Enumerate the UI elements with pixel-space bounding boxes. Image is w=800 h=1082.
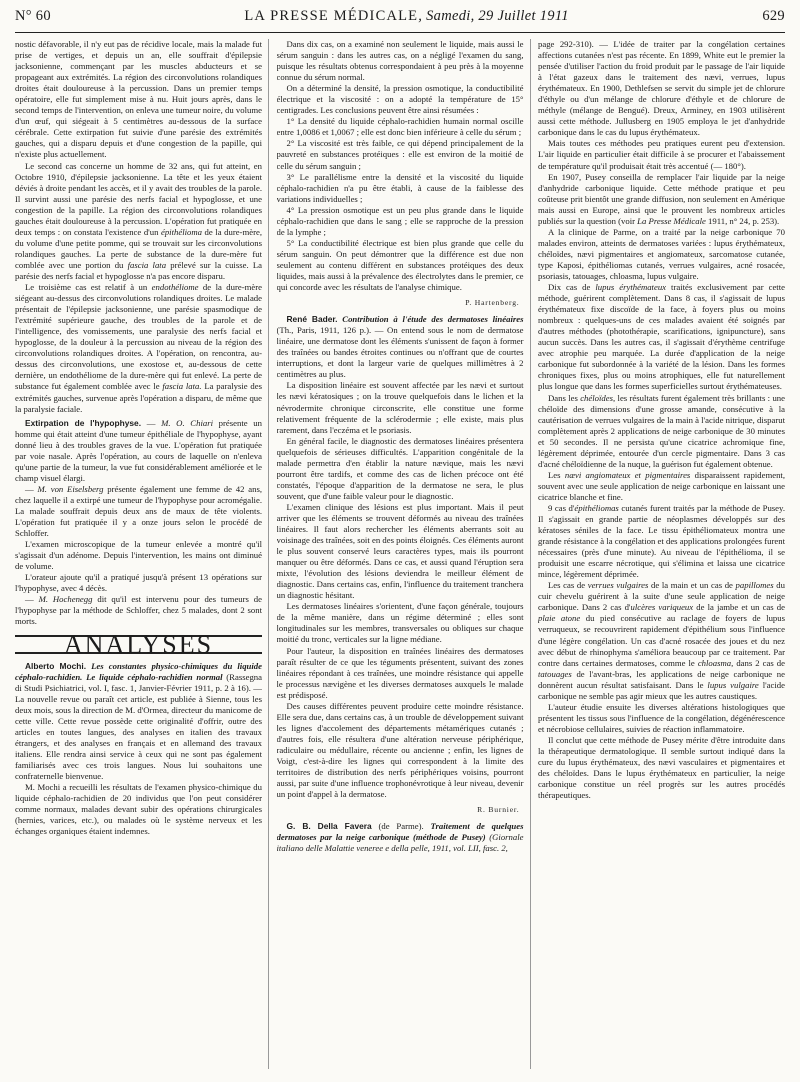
article-title: Traitement de quelques dermatoses par la neige carbonique (méthode de Pusey) [276,821,524,843]
paragraph: — M. Hochenegg dit qu'il est intervenu pour des tumeurs de l'hypophyse par la méthode de Schloffer, chez 5 malades, dont 2 sont morts. [15,594,263,627]
paragraph: page 292-310). — L'idée de traiter par la congélation certaines affections cutanées n'est pas récente. En 1899, White eut le premier la pensée d'utiliser l'action du froid produit par le passage de l'air liquide à l'état gazeux dans le traitement des nævi, verrues, lupus érythémateux. En 1900, Dethlefsen se servit du simple jet de chlorure d'éthyle ou d'un mélange de chlorure d'éthyle et de chlorure de méthyle (mélange de Bengué). Dreux, Arminey, en 1903 utilisèrent aussi cette méthode. Jullusberg en 1905 employa le jet d'anhydride carbonique dans le cas du lupus érythémateux. [538,39,785,138]
author-name: G. B. Della Favera [286,821,372,832]
speaker-chiari: M. O. Chiari [161,417,213,428]
paragraph: A la clinique de Parme, on a traité par la neige carbonique 70 malades environ, atteints de dermatoses variées : lupus érythémateux, chéloïdes, nævi pigmentaires et angiomateux, sarcomatose cutanée, type Kaposi, épithéliomas cutanés, verrues vulgaires, acné rosacée, psoriasis, tatouages, chloasma, lupus vulgaire. [538,226,785,281]
analysis-mochi: Alberto Mochi. Les constantes physico-chimiques du liquide céphalo-rachidien. Le liquide céphalo-rachidien normal (Rassegna di Studi Psichiatrici, vol. I, fasc. 1, Janvier-Février 1911, p. 2 à 16). — La nouvelle revue ou paraît cet article, est publiée à Sienne, tous les deux mois, sous la direction de M. d'Ormea, directeur du manicome de cette ville. Cette revue possède cette originalité d'offrir, outre des articles en toutes langues, des analyses en italien des travaux étrangers, et des analyses en français et en allemand des travaux italiens. Elle rendra ainsi service à ceux qui ne sont pas également familiarisés avec ces trois langues. Nous lui souhaitons une confraternelle bienvenue. [15,660,262,781]
column-2 [277,39,531,1069]
paragraph: — M. von Eiselsberg présente également une femme de 42 ans, chez laquelle il a extirpé une tumeur de l'hypophyse pour acromégalie. La malade souffrait depuis deux ans de maux de tête violents. L'opération fut pratiquée il y a onze jours selon le procédé de Schloffer. [15,483,262,539]
paragraph: 9 cas d'épithéliomas cutanés furent traités par la méthode de Pusey. Il s'agissait en grande partie de néoplasmes développés sur des kératoses séniles de la face. Le tissu épithéliomateux montra une grande résistance à la congélation et des applications prolongées furent nécessaires (près d'une minute). Au niveau de l'épithélioma, il se produisit une escarre nécrotique, qui s'élimina et laissa une cicatrice mince, légèrement déprimée. [538,502,785,580]
issue-number: N° 60 [15,8,51,24]
paragraph: L'examen clinique des lésions est plus important. Mais il peut arriver que les éléments se trouvent déformés au niveau des traînées linéaires. Il faut alors rechercher les éléments aberrants soit au voisinage des traînées, soit en des points éloignés. Ces éléments auront le plus souvent conservé leurs caractères types, mais ils pourront manquer ou être déformés. Dans ce cas, et aussi quand l'éruption sera mixte, l'évolution des lésions deviendra le meilleur élément de diagnostic. Dans certains cas, enfin, l'influence du traitement tranchera un diagnostic hésitant. [276,501,524,601]
paragraph: Le second cas concerne un homme de 32 ans, qui fut atteint, en Octobre 1910, d'épilepsie jacksonienne. La tête et les yeux étaient déviés à droite pendant les accès, et il y avait des troubles de la parole. Il survint aussi une parésie des nerfs facial et hypoglosse, et une congestion de la papille. La région des circonvolutions rolandiques gauches était douloureuse à la percussion. L'opération fut pratiquée en deux temps : on constata l'existence d'un épithélioma de la dure-mère, du volume d'une petite pomme, qui se trouvait sur les circonvolutions rolandiques gauches. La perte de substance de la dure-mère fut comblée avec une portion du fascia lata prélevé sur la cuisse. La parésie des nerfs facial et hypoglosse n'a pas encore disparu. [15,160,262,281]
section-title: Extirpation de l'hypophyse. [25,417,142,428]
page-number: 629 [762,8,785,24]
paragraph: L'examen microscopique de la tumeur enlevée a montré qu'il s'agissait d'un adénome. Depuis l'intervention, les mains ont diminué de volume. [15,539,262,572]
section-hypophyse: Extirpation de l'hypophyse. — M. O. Chiari présente un homme qui était atteint d'une tumeur épithéliale de l'hypophyse, ayant donné lieu à des troubles graves de la vue. L'opération fut pratiquée par voie nasale. Après l'opération, au cours de laquelle on n'enleva qu'une partie de la tumeur, la vue fut considérablement améliorée et le champ visuel élargi. [15,417,262,483]
paragraph: Dans les chéloïdes, les résultats furent également très brillants : une chéloïde des dimensions d'une grosse amande, consécutive à la cautérisation de verrues vulgaires de la main à l'acide nitrique, disparut complètement après 2 applications de neige carbonique de 30 minutes et 50 secondes. Il ne persista qu'une cicatrice achromique fine, légèrement déprimée, entourée d'un cercle pigmentaire. Dans 3 cas d'acné chéloïdienne de la nuque, la guérison fut également obtenue. [538,392,785,469]
paragraph: M. Mochi a recueilli les résultats de l'examen physico-chimique du liquide céphalo-rachidien de 20 individus que l'on peut considérer comme normaux, malades devant subir des opérations chirurgicales (hernies, varices, etc.), ou malades où le système nerveux et les échanges organiques étaient indemnes. [15,782,262,837]
analysis-della-favera: G. B. Della Favera (de Parme). Traitement de quelques dermatoses par la neige carbonique (méthode de Pusey) (Giornale italiano delle Malattie veneree e della pelle, 1911, vol. LII, fasc. 2, [276,821,524,854]
paragraph: Dix cas de lupus érythémateux traités exclusivement par cette méthode, guérirent complètement. Dans 8 cas, il s'agissait de lupus érythémateux fixe discoïde de la face, à foyers plus ou moins nombreux : quelques-uns de ces malades avaient été soignés par d'autres méthodes (photothérapie, scarifications, ignipuncture), sans aucun succès. Dans les autres cas, il s'agissait d'érythème centrifuge avec atrophie peu marquée. La durée d'application de la neige carbonique fut subordonnée à la variété de la lésion. Dans les formes chroniques fixes, plus ou moins atrophiques, elle fut naturellement plus longue que dans les formes superficielles surtout érythémateuses. [538,282,785,392]
column-1 [15,39,269,1069]
article-title: Contribution à l'étude des dermatoses linéaires [337,314,524,325]
paragraph: En 1907, Pusey conseilla de remplacer l'air liquide par la neige d'anhydride carbonique liquide. Cette méthode pratique et peu coûteuse prit bientôt une grande diffusion, non seulement en Amérique mais aussi en Europe, ainsi que le prouvent les nombreux articles publiés sur la question (voir La Presse Médicale 1911, n° 24, p. 253). [538,171,785,226]
page-header [15,8,785,33]
journal-title-line [244,8,568,25]
paragraph: nostic défavorable, il n'y eut pas de récidive locale, mais la malade fut prise de vertiges, et depuis un an, elle souffrait d'épilepsie jacksonienne, commençant par les muscles abducteurs et se propageant aux extrémités. La région des circonvolutions rolandiques droites était douloureuse à la percussion. Dans un premier temps opératoire, elle fut simplement mise à nu. Huit jours après, dans le second temps de l'intervention, on enleva une tumeur noire, du volume d'un œuf, qui siégeait à 5 centimètres au-dessous de la surface cérébrale. Cette extirpation fut suivie d'une parésie des extrémités gauches, qui a disparu depuis et d'une congestion de la papille, qui n'existe plus actuellement. [15,39,262,160]
analyses-heading: ANALYSES [15,635,262,653]
paragraph: Des causes différentes peuvent produire cette moindre résistance. Elle sera due, dans certains cas, à un trouble de développement suivant les lignes d'accolement des départements métamériques cutanés ; d'autres fois, elle résultera d'une altération nerveuse périphérique, radiculaire ou médullaire, récente ou ancienne ; enfin, les lignes de Voigt, c'est-à-dire les lignes qui correspondent à la limite des territoires de distribution des nerfs périphériques voisins, pourront aussi, par suite d'une influence trophonévrotique à leur niveau, devenir un point d'appel à la dermatose. [276,700,524,800]
paragraph: Les nævi angiomateux et pigmentaires disparaissent rapidement, souvent avec une seule application de neige carbonique en laissant une cicatrice blanche et fine. [538,469,785,502]
list-item: 2° La viscosité est très faible, ce qui dépend principalement de la pauvreté en substances protéiques : elle est environ de la moitié de celle du sérum sanguin ; [276,138,524,171]
paragraph: L'orateur ajoute qu'il a pratiqué jusqu'à présent 13 opérations sur l'hypophyse, avec 4 décès. [15,572,262,594]
analysis-bader: René Bader. Contribution à l'étude des dermatoses linéaires (Th., Paris, 1911, 126 p.). — On entend sous le nom de dermatose linéaire, une dermatose dont les éléments s'unissent de façon à former des traînées ou bandes étroites continues ou n'offrant que de courtes interruptions, et dont la largeur varie de quelques millimètres à 2 centimètres au plus. [276,314,524,380]
list-item: 3° Le parallélisme entre la densité et la viscosité du liquide céphalo-rachidien n'a pu être établi, à cause de la faiblesse des variations individuelles ; [276,171,524,204]
speaker-eiselsberg: M. von Eiselsberg [37,483,104,494]
issue-date: , Samedi, 29 Juillet 1911 [418,8,569,24]
signature: R. Burnier. [477,805,520,815]
paragraph: L'auteur étudie ensuite les diverses altérations histologiques que présentent les tissus sous l'influence de la congélation, dégénérescence et nécrobiose cellulaires, suivies de réaction inflammatoire. [538,701,785,734]
paragraph: Le troisième cas est relatif à un endothéliome de la dure-mère siégeant au-dessus des circonvolutions rolandiques droites. Le malade présentait de l'épilepsie jacksonienne, une parésie spasmodique de l'extrémité supérieure gauche, des troubles de la parole et de l'intelligence, des vomissements, une paralysie des nerfs facial et hypoglosse, de la douleur à la percussion au niveau de la région des circonvolutions rolandiques droites. A l'opération, on rencontra, au-dessus des circonvolutions, une exostose et, au-dessous de cette dernière, un endothéliome de la dure-mère qui fut enlevé. La perte de substance fut également comblée avec le fascia lata. La paralysie des extrémités gauches, survenue après l'opération a disparu, de même que la paralysie faciale. [15,282,262,414]
author-name: René Bader. [286,314,338,325]
journal-title: LA PRESSE MÉDICALE [244,8,419,24]
paragraph: En général facile, le diagnostic des dermatoses linéaires présentera quelquefois de sérieuses difficultés. L'apparition congénitale de la malade permettra d'en établir la nature nævique, mais les nævi pourront être tardifs, et comme des cas de lichen précoce ont été constatés, l'époque d'apparition de la dermatose ne sera, le plus souvent, que d'une faible valeur pour le diagnostic. [276,435,524,501]
paragraph: Il conclut que cette méthode de Pusey mérite d'être introduite dans la thérapeutique dermatologique. Il semble surtout indiqué dans la cure du lupus érythémateux, des nævi vasculaires et pigmentaires et des chéloïdes. Dans le lupus érythémateux en particulier, la neige carbonique constitue un réel progrès sur les autres procédés thérapeutiques. [538,734,785,801]
paragraph: Les dermatoses linéaires s'orientent, d'une façon générale, toujours de la même manière, dans un régime déterminé ; elles sont longitudinales sur les membres, transversales ou obliques sur chaque moitié du tronc, verticales sur la ligne médiane. [276,601,524,645]
columns [15,39,785,1069]
list-item: 1° La densité du liquide céphalo-rachidien humain normal oscille entre 1,0086 et 1,0067 ; elle est donc bien inférieure à celle du sérum ; [276,116,524,138]
paragraph: Dans dix cas, on a examiné non seulement le liquide, mais aussi le sérum sanguin : dans les autres cas, on a négligé l'examen du sang, puisque les résultats obtenus correspondaient à peu près à la moyenne connue du sérum normal. [276,39,524,83]
paragraph: On a déterminé la densité, la pression osmotique, la conductibilité électrique et la viscosité : on a adopté la température de 15° centigrades. Les conclusions peuvent être ainsi résumées : [276,83,524,116]
signature: P. Hartenberg. [465,298,520,308]
list-item: 4° La pression osmotique est un peu plus grande dans le liquide céphalo-rachidien que dans le sang ; elle se rapproche de la pression de la lymphe ; [276,204,524,237]
article-title: Les constantes physico-chimiques du liquide céphalo-rachidien. Le liquide céphalo-rachidien normal [15,660,262,682]
speaker-hochenegg: M. Hochenegg [38,594,93,605]
column-3 [538,39,785,1069]
paragraph: Mais toutes ces méthodes peu pratiques eurent peu d'extension. L'air liquide en particulier était difficile à se procurer et l'abaissement de température qu'il produisait était très accentué (— 180°). [538,138,785,171]
list-item: 5° La conductibilité électrique est bien plus grande que celle du sérum sanguin. On peut démontrer que la différence est due non seulement au contenu différent en substances protéiques des deux liquides, mais aussi à la prévalence des électrolytes dans le premier, ce qui concorde avec les résultats de l'analyse chimique. [276,237,524,293]
paragraph: La disposition linéaire est souvent affectée par les nævi et surtout les nævi kératosiques ; on la trouve quelquefois dans le lichen et la névrodermite chronique circonscrite, elle constitue une forme relativement fréquente de la sclérodermie ; elle existe, mais plus rarement, dans l'eczéma et le psoriasis. [276,380,524,435]
paragraph: Pour l'auteur, la disposition en traînées linéaires des dermatoses paraît résulter de ce que les téguments présentent, suivant des zones linéaires répondant à ces traînées, une moindre résistance qui appelle le processus nævigène et les diverses dermatoses auxquels le malade est prédisposé. [276,645,524,700]
author-name: Alberto Mochi. [25,660,87,671]
paragraph: Les cas de verrues vulgaires de la main et un cas de papillomes du cuir chevelu guérirent à la suite d'une seule application de neige carbonique. Dans 2 cas d'ulcères variqueux de la jambe et un cas de plaie atone du pied consécutive au raclage de foyers de lupus verruqueux, se recouvrirent rapidement d'épithélium sous l'influence d'une légère congélation. Un cas d'acné rosacée des joues et du nez avec début de rhinophyma s'améliora beaucoup par ce traitement. Par contre dans certaines dermatoses, comme le chloasma, dans 2 cas de tatouages de l'avant-bras, les applications de neige carbonique ne donnèrent aucun résultat satisfaisant. Dans le lupus vulgaire l'acide carbonique ne semble pas agir mieux que les autres caustiques. [538,580,785,701]
